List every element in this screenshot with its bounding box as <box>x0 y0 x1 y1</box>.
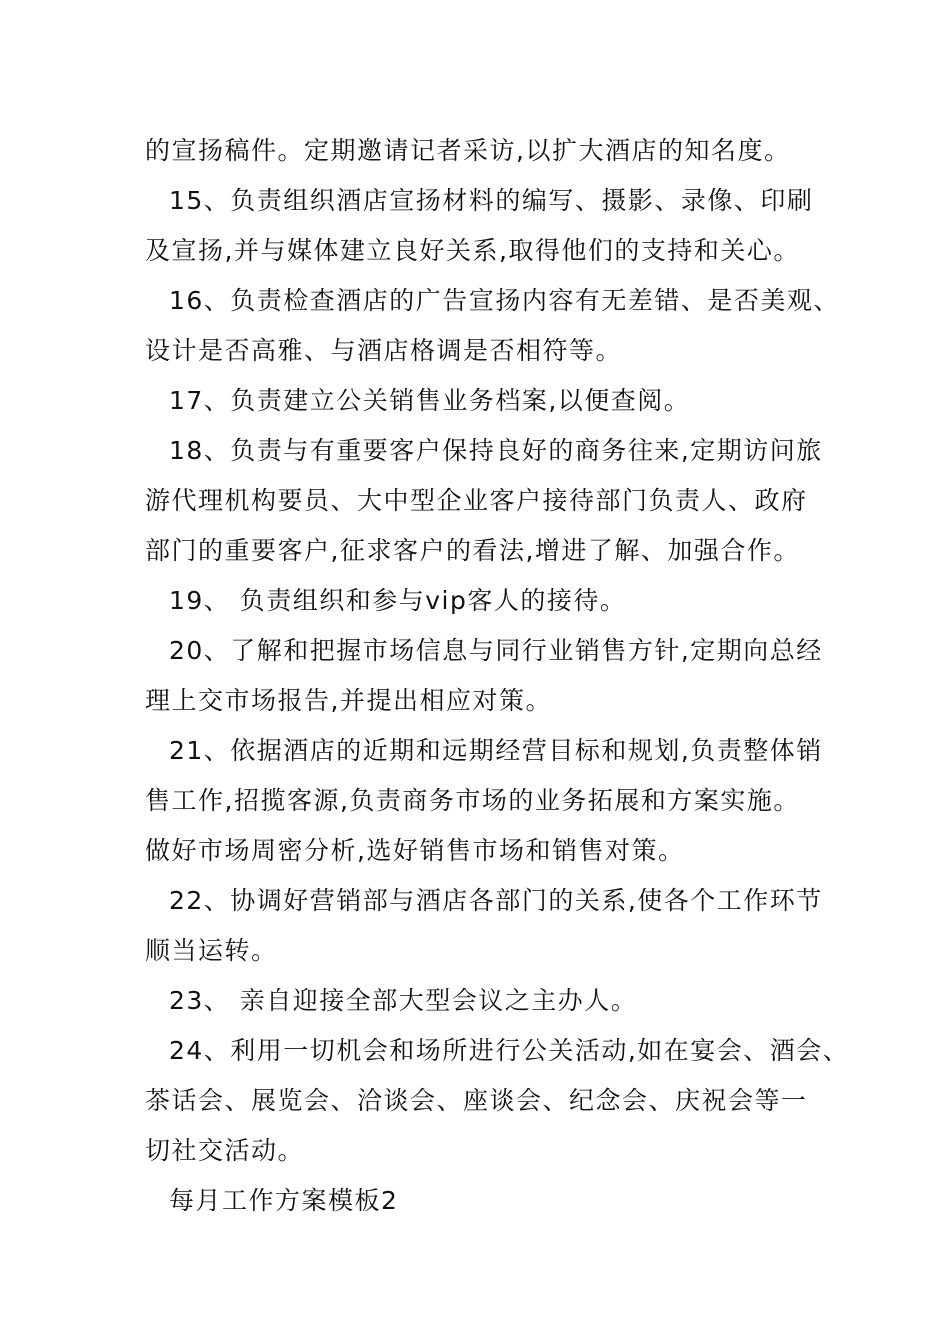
text-line: 部门的重要客户,征求客户的看法,增进了解、加强合作。 <box>145 536 800 565</box>
text-line: 23、 亲自迎接全部大型会议之主办人。 <box>169 986 638 1015</box>
text-line: 16、负责检查酒店的广告宣扬内容有无差错、是否美观、 <box>169 286 840 315</box>
text-line: 切社交活动。 <box>145 1136 305 1165</box>
document-body <box>145 126 850 1226</box>
text-line: 20、了解和把握市场信息与同行业销售方针,定期向总经 <box>169 636 823 665</box>
text-line: 茶话会、展览会、洽谈会、座谈会、纪念会、庆祝会等一 <box>145 1086 808 1115</box>
text-line: 的宣扬稿件。定期邀请记者采访,以扩大酒店的知名度。 <box>145 136 791 165</box>
section-heading: 每月工作方案模板2 <box>169 1186 399 1215</box>
text-line: 及宣扬,并与媒体建立良好关系,取得他们的支持和关心。 <box>145 236 800 265</box>
text-line: 18、负责与有重要客户保持良好的商务往来,定期访问旅 <box>169 436 823 465</box>
text-line: 22、协调好营销部与酒店各部门的关系,使各个工作环节 <box>169 886 823 915</box>
text-line: 设计是否高雅、与酒店格调是否相符等。 <box>145 336 623 365</box>
text-line: 17、负责建立公关销售业务档案,以便查阅。 <box>169 386 691 415</box>
text-line: 顺当运转。 <box>145 936 278 965</box>
text-line: 游代理机构要员、大中型企业客户接待部门负责人、政府 <box>145 486 808 515</box>
text-line: 做好市场周密分析,选好销售市场和销售对策。 <box>145 836 685 865</box>
text-line: 19、 负责组织和参与vip客人的接待。 <box>169 586 627 615</box>
text-line: 15、负责组织酒店宣扬材料的编写、摄影、录像、印刷 <box>169 186 814 215</box>
text-line: 售工作,招揽客源,负责商务市场的业务拓展和方案实施。 <box>145 786 800 815</box>
text-line: 21、依据酒店的近期和远期经营目标和规划,负责整体销 <box>169 736 823 765</box>
text-line: 理上交市场报告,并提出相应对策。 <box>145 686 552 715</box>
text-line: 24、利用一切机会和场所进行公关活动,如在宴会、酒会、 <box>169 1036 850 1065</box>
